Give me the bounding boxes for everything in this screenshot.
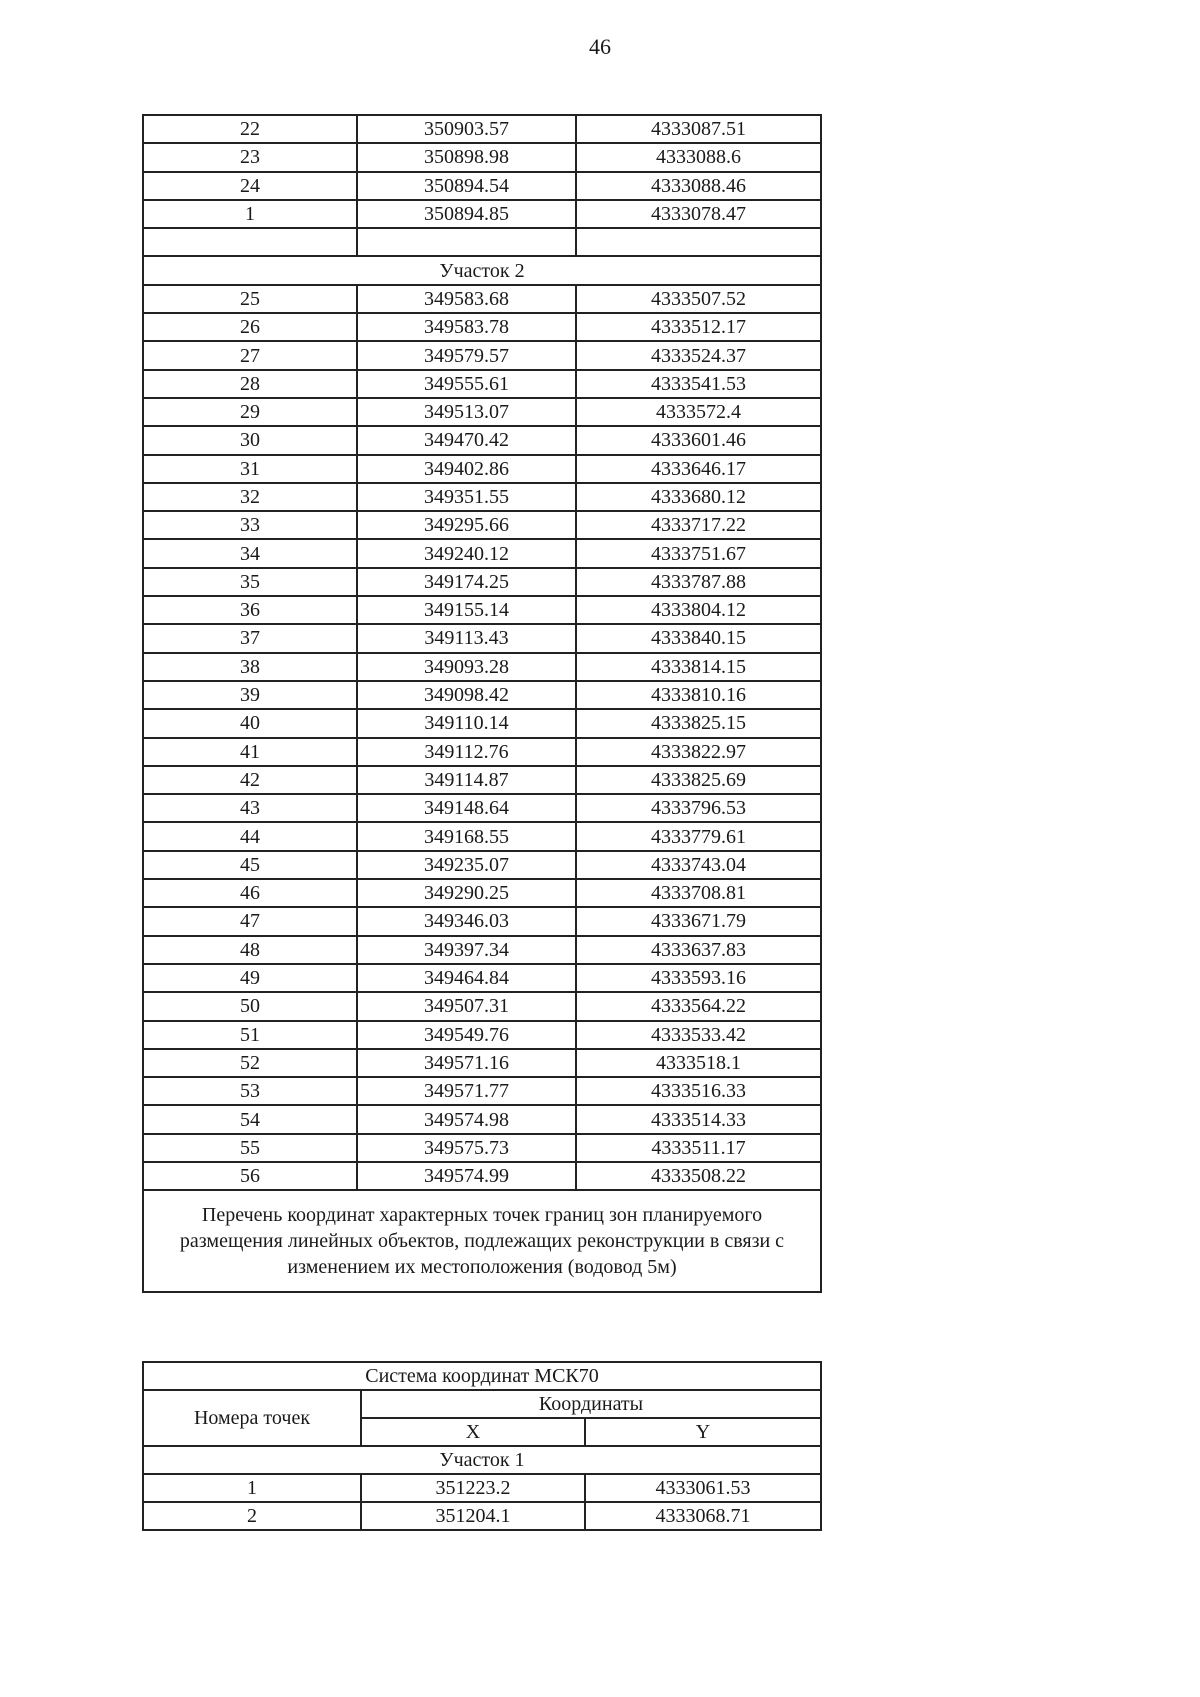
x-coordinate: 349110.14 [357, 709, 576, 737]
section-title-row [143, 256, 821, 284]
table-row [143, 172, 821, 200]
y-coordinate: 4333601.46 [576, 426, 821, 454]
y-coordinate: 4333637.83 [576, 936, 821, 964]
coordinates-table [142, 114, 822, 1293]
table-row [143, 539, 821, 567]
x-coordinate: 349290.25 [357, 879, 576, 907]
y-header: Y [585, 1418, 821, 1446]
x-coordinate: 349240.12 [357, 539, 576, 567]
point-number: 53 [143, 1077, 357, 1105]
y-coordinate: 4333822.97 [576, 738, 821, 766]
point-number: 47 [143, 907, 357, 935]
table-row [143, 568, 821, 596]
x-coordinate: 349579.57 [357, 341, 576, 369]
x-coordinate: 349583.68 [357, 285, 576, 313]
y-coordinate: 4333541.53 [576, 370, 821, 398]
y-coordinate: 4333593.16 [576, 964, 821, 992]
y-coordinate: 4333518.1 [576, 1049, 821, 1077]
x-coordinate: 349295.66 [357, 511, 576, 539]
y-coordinate: 4333840.15 [576, 624, 821, 652]
table-row [143, 200, 821, 228]
x-coordinate: 349093.28 [357, 653, 576, 681]
y-coordinate: 4333088.6 [576, 143, 821, 171]
point-number: 37 [143, 624, 357, 652]
y-coordinate: 4333514.33 [576, 1105, 821, 1133]
x-coordinate: 349507.31 [357, 992, 576, 1020]
y-coordinate: 4333572.4 [576, 398, 821, 426]
x-coordinate: 350903.57 [357, 115, 576, 143]
x-coordinate: 349555.61 [357, 370, 576, 398]
table-description: Перечень координат характерных точек границ зон планируемого размещения линейных объектов, подлежащих реконструкции в связи с изменением их местоположения (водовод 5м) [143, 1190, 821, 1292]
y-coordinate: 4333068.71 [585, 1502, 821, 1530]
table-row [143, 1474, 821, 1502]
table-row [143, 1502, 821, 1530]
x-coordinate: 349464.84 [357, 964, 576, 992]
y-coordinate: 4333779.61 [576, 822, 821, 850]
point-number: 2 [143, 1502, 361, 1530]
point-number: 34 [143, 539, 357, 567]
point-number: 25 [143, 285, 357, 313]
table-row [143, 936, 821, 964]
x-coordinate: 351204.1 [361, 1502, 585, 1530]
point-number: 51 [143, 1021, 357, 1049]
y-coordinate: 4333524.37 [576, 341, 821, 369]
point-number: 42 [143, 766, 357, 794]
table-row [143, 370, 821, 398]
table-row [143, 1077, 821, 1105]
description-group [143, 1190, 821, 1292]
table-row [143, 624, 821, 652]
y-coordinate: 4333825.15 [576, 709, 821, 737]
x-coordinate: 349402.86 [357, 455, 576, 483]
point-number: 33 [143, 511, 357, 539]
points-header: Номера точек [143, 1390, 361, 1446]
x-header: X [361, 1418, 585, 1446]
point-number: 52 [143, 1049, 357, 1077]
y-coordinate: 4333646.17 [576, 455, 821, 483]
y-coordinate: 4333743.04 [576, 851, 821, 879]
y-coordinate: 4333061.53 [585, 1474, 821, 1502]
table-row [143, 426, 821, 454]
x-coordinate: 349235.07 [357, 851, 576, 879]
table-row [143, 313, 821, 341]
point-number: 26 [143, 313, 357, 341]
point-number: 50 [143, 992, 357, 1020]
point-number: 40 [143, 709, 357, 737]
section-title: Участок 1 [143, 1446, 821, 1474]
table-row [143, 1134, 821, 1162]
y-coordinate: 4333708.81 [576, 879, 821, 907]
y-coordinate: 4333088.46 [576, 172, 821, 200]
point-number: 54 [143, 1105, 357, 1133]
x-coordinate: 349168.55 [357, 822, 576, 850]
x-coordinate: 349112.76 [357, 738, 576, 766]
y-coordinate: 4333751.67 [576, 539, 821, 567]
point-number: 30 [143, 426, 357, 454]
y-coordinate: 4333717.22 [576, 511, 821, 539]
table-row [143, 794, 821, 822]
section-title: Участок 2 [143, 256, 821, 284]
table-row [143, 681, 821, 709]
empty-row [143, 228, 821, 256]
table-row [143, 879, 821, 907]
point-number: 31 [143, 455, 357, 483]
coordinates-table-2 [142, 1361, 822, 1531]
page-number: 46 [589, 34, 611, 59]
header-group [143, 1362, 821, 1474]
point-number: 38 [143, 653, 357, 681]
y-coordinate: 4333825.69 [576, 766, 821, 794]
x-coordinate: 349571.16 [357, 1049, 576, 1077]
x-coordinate: 349098.42 [357, 681, 576, 709]
y-coordinate: 4333814.15 [576, 653, 821, 681]
y-coordinate: 4333508.22 [576, 1162, 821, 1190]
x-coordinate: 350894.54 [357, 172, 576, 200]
y-coordinate: 4333680.12 [576, 483, 821, 511]
x-coordinate: 349346.03 [357, 907, 576, 935]
system-row [143, 1362, 821, 1390]
y-coordinate: 4333087.51 [576, 115, 821, 143]
table-row [143, 1162, 821, 1190]
table-row [143, 455, 821, 483]
x-coordinate: 349114.87 [357, 766, 576, 794]
coords-header: Координаты [361, 1390, 821, 1418]
table-row [143, 709, 821, 737]
table-row [143, 1021, 821, 1049]
rows-top [143, 115, 821, 228]
table-row [143, 653, 821, 681]
point-number: 48 [143, 936, 357, 964]
y-coordinate: 4333507.52 [576, 285, 821, 313]
table-row [143, 992, 821, 1020]
point-number: 28 [143, 370, 357, 398]
point-number: 49 [143, 964, 357, 992]
point-number: 27 [143, 341, 357, 369]
table-row [143, 822, 821, 850]
point-number: 22 [143, 115, 357, 143]
rows-section-2 [143, 285, 821, 1191]
x-coordinate: 349575.73 [357, 1134, 576, 1162]
table-row [143, 1049, 821, 1077]
x-coordinate: 349397.34 [357, 936, 576, 964]
table-row [143, 766, 821, 794]
x-coordinate: 349174.25 [357, 568, 576, 596]
y-coordinate: 4333533.42 [576, 1021, 821, 1049]
point-number: 43 [143, 794, 357, 822]
empty-row-group [143, 228, 821, 256]
point-number: 46 [143, 879, 357, 907]
x-coordinate: 349470.42 [357, 426, 576, 454]
table-row [143, 596, 821, 624]
table-row [143, 851, 821, 879]
y-coordinate: 4333671.79 [576, 907, 821, 935]
x-coordinate: 349574.98 [357, 1105, 576, 1133]
y-coordinate: 4333804.12 [576, 596, 821, 624]
y-coordinate: 4333512.17 [576, 313, 821, 341]
x-coordinate: 349571.77 [357, 1077, 576, 1105]
point-number: 1 [143, 1474, 361, 1502]
x-coordinate: 349351.55 [357, 483, 576, 511]
x-coordinate: 349513.07 [357, 398, 576, 426]
section-2-group [143, 256, 821, 284]
x-coordinate: 349574.99 [357, 1162, 576, 1190]
y-coordinate: 4333796.53 [576, 794, 821, 822]
x-coordinate: 350898.98 [357, 143, 576, 171]
table-row [143, 285, 821, 313]
y-coordinate: 4333564.22 [576, 992, 821, 1020]
point-number: 55 [143, 1134, 357, 1162]
point-number: 32 [143, 483, 357, 511]
point-number: 36 [143, 596, 357, 624]
y-coordinate: 4333787.88 [576, 568, 821, 596]
description-row [143, 1190, 821, 1292]
rows-section-1 [143, 1474, 821, 1530]
point-number: 56 [143, 1162, 357, 1190]
coordinate-system-title: Система координат МСК70 [143, 1362, 821, 1390]
point-number: 23 [143, 143, 357, 171]
table-row [143, 483, 821, 511]
table-row [143, 511, 821, 539]
y-coordinate: 4333511.17 [576, 1134, 821, 1162]
point-number: 29 [143, 398, 357, 426]
point-number: 44 [143, 822, 357, 850]
y-coordinate: 4333810.16 [576, 681, 821, 709]
x-coordinate: 349148.64 [357, 794, 576, 822]
x-coordinate: 349155.14 [357, 596, 576, 624]
x-coordinate: 351223.2 [361, 1474, 585, 1502]
table-row [143, 738, 821, 766]
section-title-row [143, 1446, 821, 1474]
table-row [143, 1105, 821, 1133]
x-coordinate: 350894.85 [357, 200, 576, 228]
x-coordinate: 349113.43 [357, 624, 576, 652]
table-row [143, 398, 821, 426]
table-row [143, 907, 821, 935]
y-coordinate: 4333516.33 [576, 1077, 821, 1105]
point-number: 1 [143, 200, 357, 228]
point-number: 45 [143, 851, 357, 879]
point-number: 35 [143, 568, 357, 596]
y-coordinate: 4333078.47 [576, 200, 821, 228]
point-number: 41 [143, 738, 357, 766]
header-row-1 [143, 1390, 821, 1418]
table-row [143, 143, 821, 171]
table-row [143, 341, 821, 369]
point-number: 24 [143, 172, 357, 200]
x-coordinate: 349583.78 [357, 313, 576, 341]
x-coordinate: 349549.76 [357, 1021, 576, 1049]
table-row [143, 115, 821, 143]
table-row [143, 964, 821, 992]
point-number: 39 [143, 681, 357, 709]
